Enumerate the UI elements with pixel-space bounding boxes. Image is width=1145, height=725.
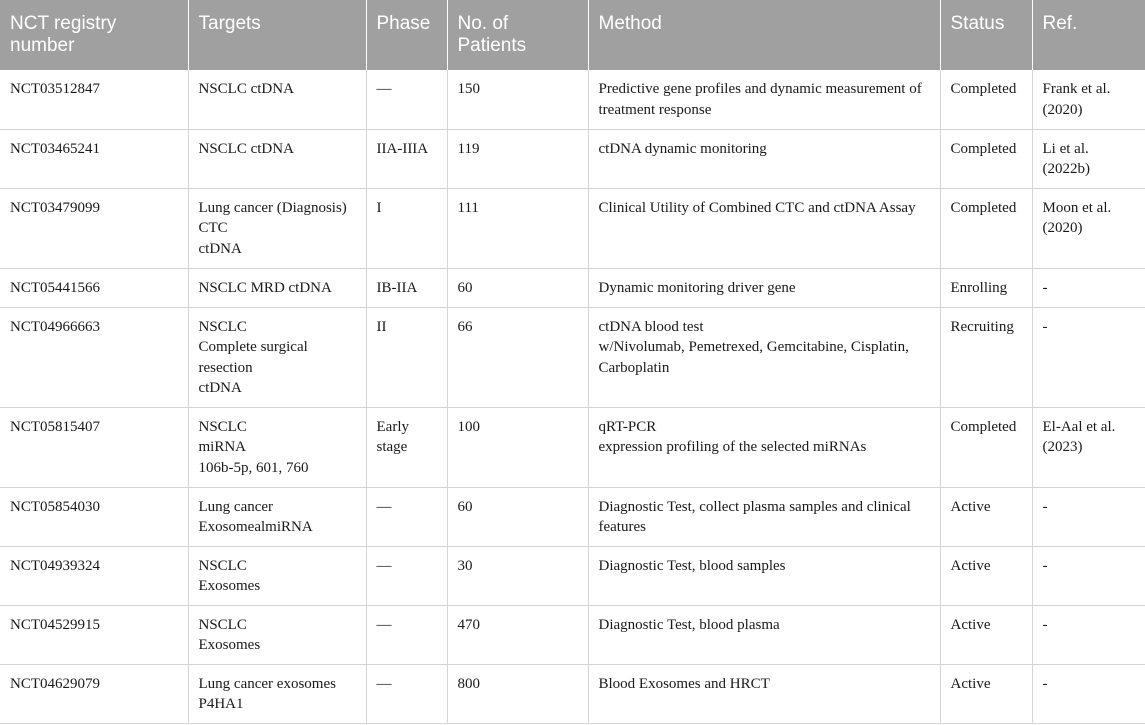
- cell-status: Active: [940, 664, 1032, 723]
- cell-ref: -: [1032, 307, 1145, 407]
- cell-nct: NCT03512847: [0, 70, 188, 129]
- table-body: [0, 70, 1145, 723]
- cell-status: Enrolling: [940, 268, 1032, 307]
- cell-status: Completed: [940, 407, 1032, 487]
- cell-patients: 150: [447, 70, 588, 129]
- cell-phase: II: [366, 307, 447, 407]
- cell-method: Diagnostic Test, blood plasma: [588, 605, 940, 664]
- cell-targets: NSCLC ctDNA: [188, 129, 366, 188]
- cell-targets: NSCLC ctDNA: [188, 70, 366, 129]
- header-phase: Phase: [366, 0, 447, 70]
- cell-patients: 66: [447, 307, 588, 407]
- table-row: [0, 487, 1145, 546]
- cell-method: Predictive gene profiles and dynamic measurement of treatment response: [588, 70, 940, 129]
- cell-ref: -: [1032, 605, 1145, 664]
- cell-nct: NCT04629079: [0, 664, 188, 723]
- cell-method: Diagnostic Test, collect plasma samples and clinical features: [588, 487, 940, 546]
- cell-status: Active: [940, 605, 1032, 664]
- cell-targets: NSCLC Exosomes: [188, 546, 366, 605]
- cell-nct: NCT04529915: [0, 605, 188, 664]
- cell-phase: I: [366, 188, 447, 268]
- header-row: [0, 0, 1145, 70]
- cell-phase: —: [366, 664, 447, 723]
- header-ref: Ref.: [1032, 0, 1145, 70]
- table-row: [0, 129, 1145, 188]
- cell-targets: NSCLC Complete surgical resection ctDNA: [188, 307, 366, 407]
- table-row: [0, 70, 1145, 129]
- cell-ref: -: [1032, 268, 1145, 307]
- cell-patients: 100: [447, 407, 588, 487]
- cell-ref: Frank et al. (2020): [1032, 70, 1145, 129]
- cell-status: Active: [940, 487, 1032, 546]
- cell-status: Completed: [940, 188, 1032, 268]
- cell-targets: NSCLC MRD ctDNA: [188, 268, 366, 307]
- cell-nct: NCT05815407: [0, 407, 188, 487]
- cell-patients: 119: [447, 129, 588, 188]
- cell-status: Completed: [940, 129, 1032, 188]
- cell-phase: —: [366, 546, 447, 605]
- header-nct-registry-number: NCT registry number: [0, 0, 188, 70]
- table-row: [0, 407, 1145, 487]
- header-method: Method: [588, 0, 940, 70]
- header-targets: Targets: [188, 0, 366, 70]
- cell-phase: —: [366, 70, 447, 129]
- table-row: [0, 188, 1145, 268]
- table-header: [0, 0, 1145, 70]
- header-no-of-patients: No. of Patients: [447, 0, 588, 70]
- cell-ref: Li et al. (2022b): [1032, 129, 1145, 188]
- cell-method: ctDNA blood test w/Nivolumab, Pemetrexed, Gemcitabine, Cisplatin, Carboplatin: [588, 307, 940, 407]
- table-row: [0, 605, 1145, 664]
- cell-method: ctDNA dynamic monitoring: [588, 129, 940, 188]
- table-row: [0, 307, 1145, 407]
- cell-nct: NCT05854030: [0, 487, 188, 546]
- cell-targets: NSCLC Exosomes: [188, 605, 366, 664]
- cell-targets: NSCLC miRNA 106b-5p, 601, 760: [188, 407, 366, 487]
- cell-phase: IB-IIA: [366, 268, 447, 307]
- cell-ref: -: [1032, 487, 1145, 546]
- cell-nct: NCT05441566: [0, 268, 188, 307]
- cell-method: Diagnostic Test, blood samples: [588, 546, 940, 605]
- cell-status: Recruiting: [940, 307, 1032, 407]
- cell-patients: 800: [447, 664, 588, 723]
- cell-patients: 111: [447, 188, 588, 268]
- cell-ref: -: [1032, 546, 1145, 605]
- cell-nct: NCT04966663: [0, 307, 188, 407]
- cell-targets: Lung cancer ExosomealmiRNA: [188, 487, 366, 546]
- cell-patients: 470: [447, 605, 588, 664]
- cell-method: Clinical Utility of Combined CTC and ctDNA Assay: [588, 188, 940, 268]
- cell-status: Completed: [940, 70, 1032, 129]
- cell-status: Active: [940, 546, 1032, 605]
- table-row: [0, 546, 1145, 605]
- cell-phase: IIA-IIIA: [366, 129, 447, 188]
- cell-patients: 60: [447, 487, 588, 546]
- table-row: [0, 664, 1145, 723]
- cell-patients: 30: [447, 546, 588, 605]
- table-row: [0, 268, 1145, 307]
- header-status: Status: [940, 0, 1032, 70]
- cell-targets: Lung cancer (Diagnosis) CTC ctDNA: [188, 188, 366, 268]
- cell-nct: NCT04939324: [0, 546, 188, 605]
- cell-method: Dynamic monitoring driver gene: [588, 268, 940, 307]
- cell-patients: 60: [447, 268, 588, 307]
- cell-ref: El-Aal et al. (2023): [1032, 407, 1145, 487]
- cell-targets: Lung cancer exosomes P4HA1: [188, 664, 366, 723]
- cell-phase: Early stage: [366, 407, 447, 487]
- cell-ref: Moon et al. (2020): [1032, 188, 1145, 268]
- cell-phase: —: [366, 605, 447, 664]
- cell-method: Blood Exosomes and HRCT: [588, 664, 940, 723]
- cell-nct: NCT03465241: [0, 129, 188, 188]
- cell-phase: —: [366, 487, 447, 546]
- cell-ref: -: [1032, 664, 1145, 723]
- cell-method: qRT-PCR expression profiling of the selected miRNAs: [588, 407, 940, 487]
- cell-nct: NCT03479099: [0, 188, 188, 268]
